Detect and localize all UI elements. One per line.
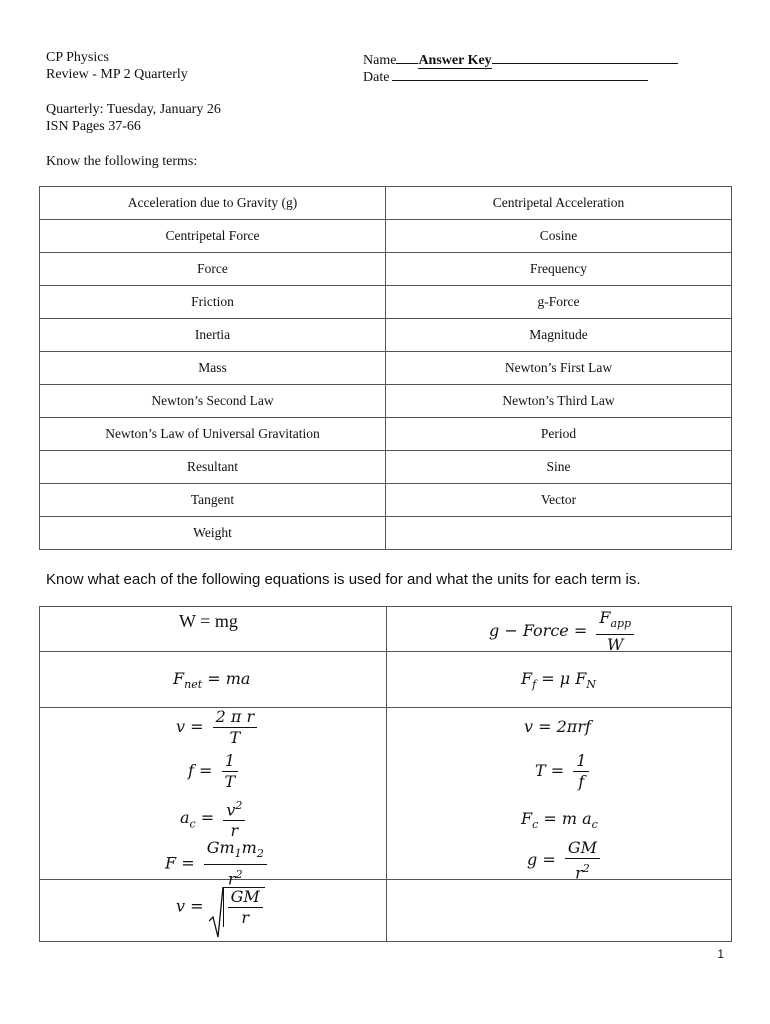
term-cell-right: Sine xyxy=(386,451,732,484)
review-subtitle: Review - MP 2 Quarterly xyxy=(46,67,188,82)
term-cell-right: Magnitude xyxy=(386,319,732,352)
term-cell-right: Period xyxy=(386,418,732,451)
course-title: CP Physics xyxy=(46,50,109,65)
orbital-velocity-equation: v = $\frac{GM}{r}$ xyxy=(176,887,265,927)
term-cell-left: Resultant xyxy=(40,451,386,484)
term-cell-left: Acceleration due to Gravity (g) xyxy=(40,187,386,220)
term-cell-left: Force xyxy=(40,253,386,286)
circular-velocity-equation: v = $\frac{\text{2 π r}}{T}$ xyxy=(176,708,261,747)
net-force-equation: $F_{net}$ = ma xyxy=(173,669,251,692)
table-row xyxy=(40,319,732,352)
square-root-icon: $\frac{GM}{r}$ xyxy=(209,887,265,927)
period-equation: T = $\frac{1}{f}$ xyxy=(535,752,593,791)
term-cell-right: Vector xyxy=(386,484,732,517)
term-cell-right: Newton’s First Law xyxy=(386,352,732,385)
term-cell-left: Centripetal Force xyxy=(40,220,386,253)
term-cell-right xyxy=(386,517,732,550)
table-row xyxy=(40,286,732,319)
date-label: Date xyxy=(363,70,390,85)
isn-pages: ISN Pages 37-66 xyxy=(46,119,141,134)
table-row xyxy=(40,451,732,484)
table-row xyxy=(40,484,732,517)
table-row xyxy=(40,418,732,451)
table-row xyxy=(40,517,732,550)
table-row xyxy=(40,352,732,385)
term-cell-right: Frequency xyxy=(386,253,732,286)
velocity-frequency-equation: v = 2πrf xyxy=(524,717,591,736)
table-row xyxy=(40,253,732,286)
friction-equation: $F_f = \mu$ $F_N$ xyxy=(521,669,596,692)
gravitational-field-equation: g = $\frac{GM}{r^2}$ xyxy=(527,839,604,882)
term-cell-left: Mass xyxy=(40,352,386,385)
term-cell-right: g-Force xyxy=(386,286,732,319)
table-row xyxy=(40,385,732,418)
weight-equation: W = mg xyxy=(179,611,238,631)
table-row xyxy=(40,187,732,220)
gforce-equation: g − Force = $\frac{F_{app}}{W}$ xyxy=(489,609,638,654)
equations-intro: Know what each of the following equations is used for and what the units for each term is. xyxy=(46,571,641,588)
term-cell-left: Tangent xyxy=(40,484,386,517)
term-cell-left: Inertia xyxy=(40,319,386,352)
term-cell-right: Newton’s Third Law xyxy=(386,385,732,418)
term-cell-left: Friction xyxy=(40,286,386,319)
quarterly-date: Quarterly: Tuesday, January 26 xyxy=(46,102,221,117)
term-cell-right: Cosine xyxy=(386,220,732,253)
centripetal-force-equation: $F_c = m$ $a_c$ xyxy=(521,809,598,832)
name-value: Answer Key xyxy=(418,53,492,68)
page-number: 1 xyxy=(717,947,724,961)
term-cell-right: Centripetal Acceleration xyxy=(386,187,732,220)
term-cell-left: Weight xyxy=(40,517,386,550)
terms-intro: Know the following terms: xyxy=(46,154,198,169)
date-field xyxy=(363,66,648,86)
terms-table xyxy=(39,186,732,550)
term-cell-left: Newton’s Law of Universal Gravitation xyxy=(40,418,386,451)
universal-gravitation-equation: F = $\frac{Gm_1m_2}{r^2}$ xyxy=(165,839,271,889)
frequency-equation: f = $\frac{1}{T}$ xyxy=(188,752,242,791)
equations-table xyxy=(39,606,732,942)
term-cell-left: Newton’s Second Law xyxy=(40,385,386,418)
table-row xyxy=(40,220,732,253)
centripetal-acceleration-equation: $a_c$ = $\frac{v^2}{r}$ xyxy=(180,797,249,840)
name-label: Name xyxy=(363,53,397,68)
